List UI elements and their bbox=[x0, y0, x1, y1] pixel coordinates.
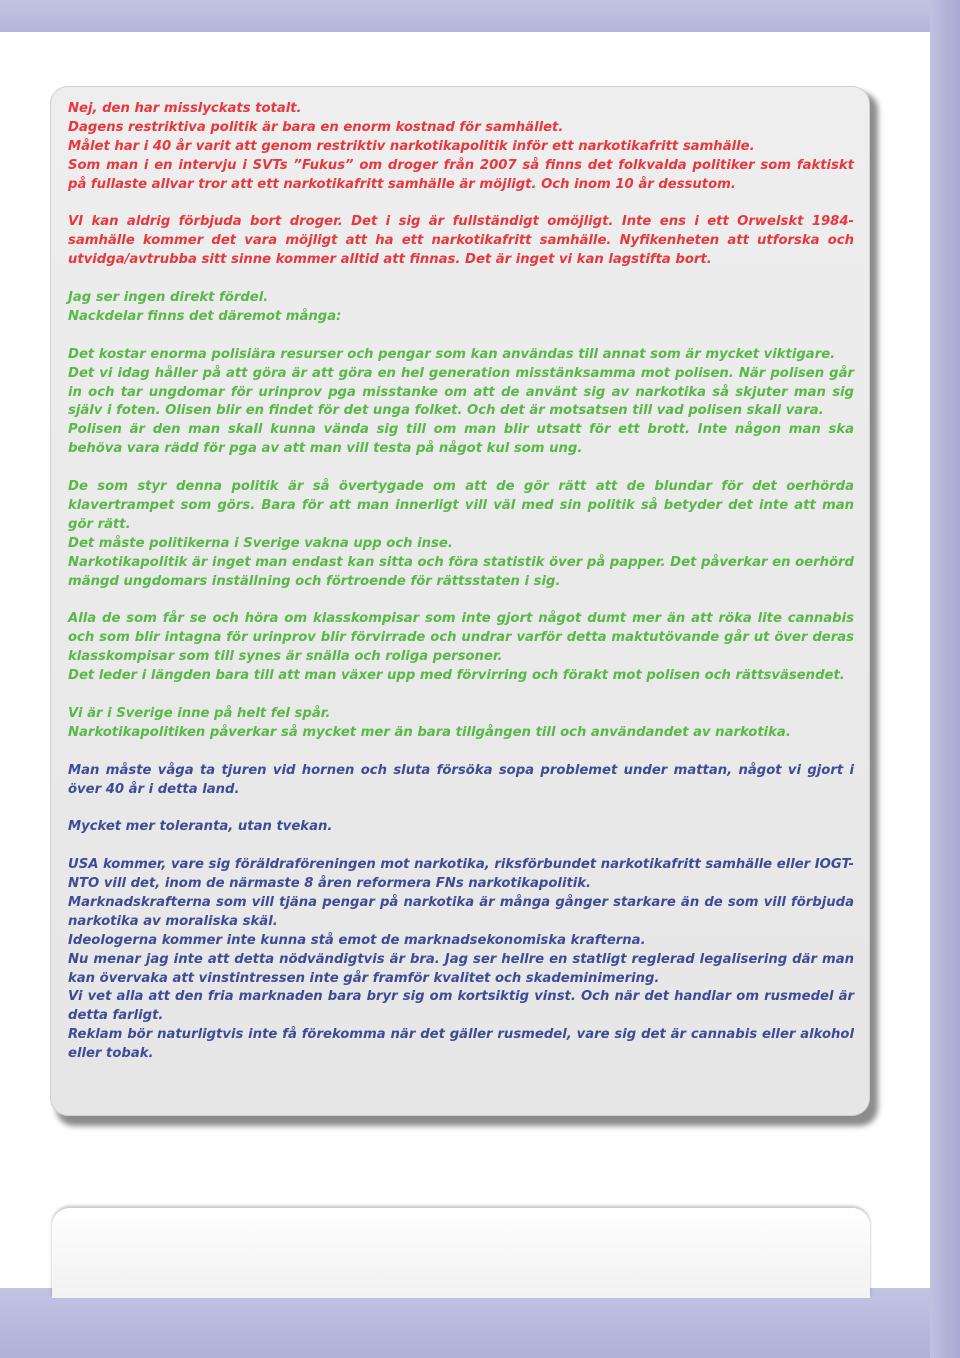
right-decorative-band bbox=[930, 0, 960, 1358]
text-line: Marknadskrafterna som vill tjäna pengar på narkotika är många gånger starkare än de som vill förbjuda narkotika av moraliska skäl. bbox=[68, 894, 854, 929]
text-line: Dagens restriktiva politik är bara en enorm kostnad för samhället. bbox=[68, 119, 564, 135]
text-line: De som styr denna politik är så övertygade om att de gör rätt att de blundar för det oerhörda klavertrampet som görs. Bara för att man innerligt vill väl med sin politik så betyder det inte att man gör rätt. bbox=[68, 479, 854, 532]
text-line: Ideologerna kommer inte kunna stå emot de marknadsekonomiska krafterna. bbox=[68, 932, 646, 948]
paragraph bbox=[68, 213, 854, 270]
paragraph bbox=[68, 478, 854, 591]
text-line: Det måste politikerna i Sverige vakna upp och inse. bbox=[68, 535, 453, 551]
text-line: Narkotikapolitik är inget man endast kan sitta och föra statistik över på papper. Det påverkar en oerhörd mängd ungdomars inställning och förtroende för rättsstaten i sig. bbox=[68, 554, 854, 589]
text-line: Alla de som får se och höra om klasskompisar som inte gjort något dumt mer än att röka lite cannabis och som blir intagna för urinprov blir förvirrade och undrar varför detta maktutövande går ut över deras klasskompisar som till synes är snälla och roliga personer. bbox=[68, 611, 854, 665]
text-line: Det vi idag håller på att göra är att göra en hel generation misstänksamma mot polisen. När polisen går in och tar ungdomar för urinprov pga misstanke om att de använt sig av narkotika så skjuter man sig själv i foten. Olisen blir en findet för det unga folket. Och det är motsatsen till vad polisen skall vara. bbox=[68, 365, 854, 419]
text-line: Det kostar enorma polisiära resurser och pengar som kan användas till annat som är mycket viktigare. bbox=[68, 346, 836, 362]
text-line: Nu menar jag inte att detta nödvändigtvis är bra. Jag ser hellre en statligt reglerad legalisering där man kan övervaka att vinstintressen inte går framför kvalitet och skademinimering. bbox=[68, 951, 854, 986]
text-line: Reklam bör naturligtvis inte få förekomma när det gäller rusmedel, vare sig det är cannabis eller alkohol eller tobak. bbox=[68, 1027, 854, 1062]
text-line: Vi vet alla att den fria marknaden bara bryr sig om kortsiktig vinst. Och när det handlar om rusmedel är detta farligt. bbox=[68, 989, 854, 1024]
text-line: Nej, den har misslyckats totalt. bbox=[68, 101, 302, 116]
top-decorative-band bbox=[0, 0, 930, 32]
paragraph bbox=[68, 705, 854, 743]
text-line: Som man i en intervju i SVTs ”Fukus” om droger från 2007 så finns det folkvalda politiker som faktiskt på fullaste allvar tror att ett narkotikafritt samhälle är möjligt. Och inom 10 år dessutom. bbox=[68, 157, 854, 192]
text-line: Vi är i Sverige inne på helt fel spår. bbox=[68, 705, 331, 721]
paragraph bbox=[68, 346, 854, 459]
text-line: Jag ser ingen direkt fördel. bbox=[68, 290, 269, 306]
paragraph bbox=[68, 610, 854, 686]
text-line: Målet har i 40 år varit att genom restriktiv narkotikapolitik inför ett narkotikafritt samhälle. bbox=[68, 138, 755, 154]
text-line: Narkotikapolitiken påverkar så mycket mer än bara tillgången till och användandet av narkotika. bbox=[68, 724, 791, 740]
text-line: Nackdelar finns det däremot många: bbox=[68, 308, 342, 324]
text-line: VI kan aldrig förbjuda bort droger. Det i sig är fullständigt omöjligt. Inte ens i ett Orwelskt 1984-samhälle kommer det vara möjligt att ha ett narkotikafritt samhälle. Nyfikenheten att utforska och utvidga/avtrubba sitt sinne kommer alltid att finnas. Det är inget vi kan lagstifta bort. bbox=[68, 214, 854, 268]
paragraph bbox=[68, 856, 854, 1064]
text-line: Mycket mer toleranta, utan tvekan. bbox=[68, 819, 333, 835]
paragraph bbox=[68, 100, 854, 195]
text-line: Det leder i längden bara till att man växer upp med förvirring och förakt mot polisen och rättsväsendet. bbox=[68, 668, 845, 684]
article-body bbox=[68, 100, 854, 1083]
bottom-decorative-band bbox=[0, 1288, 930, 1358]
text-line: USA kommer, vare sig föräldraföreningen mot narkotika, riksförbundet narkotikafritt samhälle eller IOGT-NTO vill det, inom de närmaste 8 åren reformera FNs narkotikapolitik. bbox=[68, 857, 854, 892]
lower-empty-panel bbox=[52, 1208, 870, 1298]
text-line: Polisen är den man skall kunna vända sig till om man blir utsatt för ett brott. Inte någon man ska behöva vara rädd för pga av att man vill testa på något kul som ung. bbox=[68, 422, 854, 457]
paragraph bbox=[68, 762, 854, 800]
text-line: Man måste våga ta tjuren vid hornen och sluta försöka sopa problemet under mattan, något vi gjort i över 40 år i detta land. bbox=[68, 762, 854, 797]
paragraph bbox=[68, 818, 854, 837]
paragraph bbox=[68, 289, 854, 327]
